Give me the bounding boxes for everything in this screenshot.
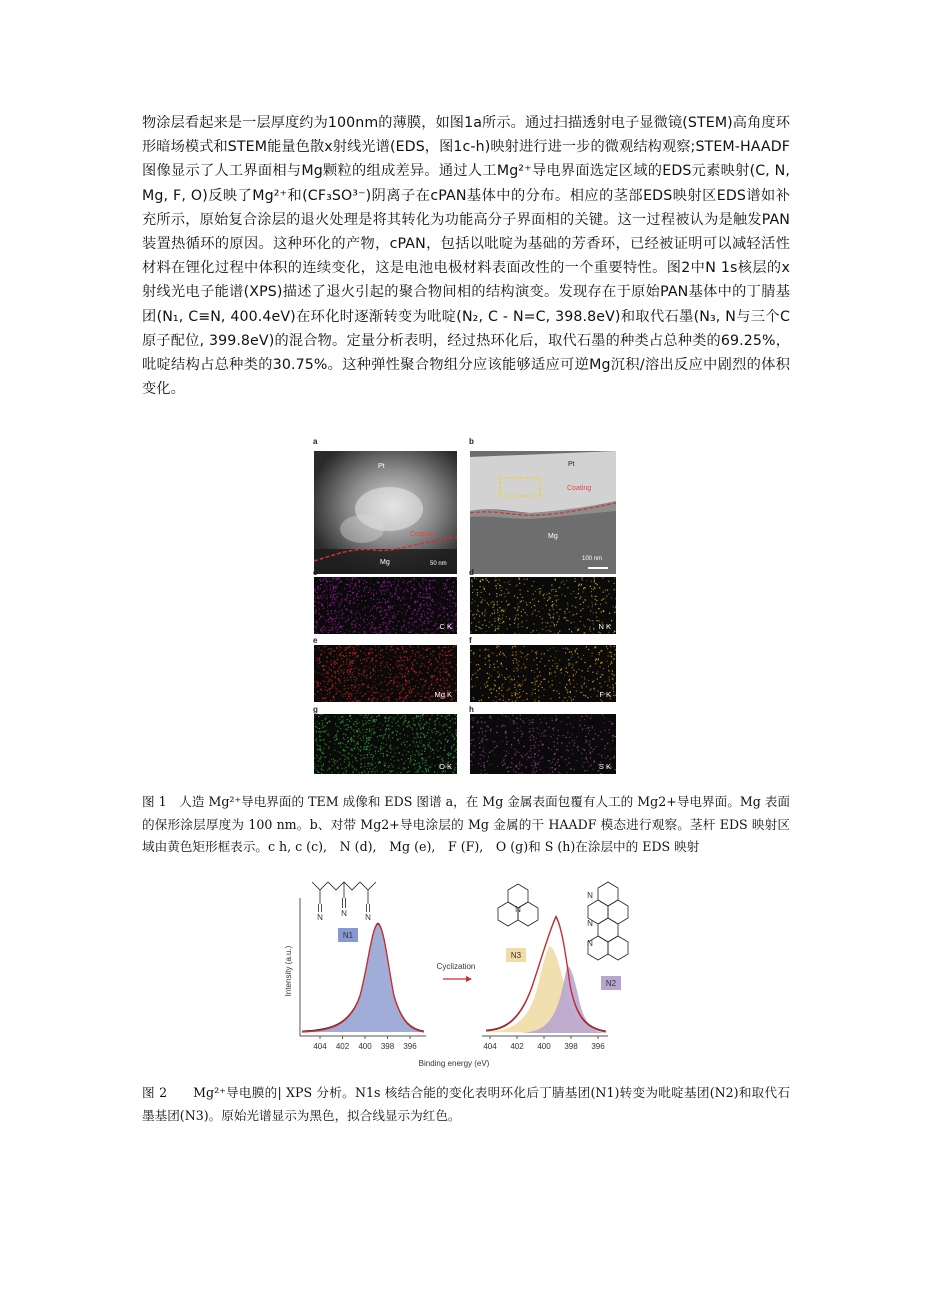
y-axis-label: Intensity (a.u.) (284, 945, 293, 997)
eds-map-c (314, 577, 457, 634)
panel-b-pt-label: Pt (568, 461, 575, 468)
eds-e-element-label: Mg K (434, 690, 452, 699)
nitrile-n-label-2: N (341, 909, 347, 918)
n2-structure (588, 882, 628, 960)
n2-label: N2 (605, 979, 617, 988)
panel-label-c: c (313, 568, 318, 577)
n3-fit-area (486, 946, 606, 1033)
panel-b-mg-label: Mg (548, 533, 558, 540)
tem-panel-b (470, 451, 616, 574)
panel-b-scale-label: 100 nm (582, 556, 603, 562)
body-paragraph (142, 111, 790, 401)
cyclization-label: Cyclization (436, 962, 476, 971)
panel-label-e: e (313, 636, 318, 645)
x-tick-label: 402 (335, 1042, 350, 1051)
eds-map-h (470, 714, 616, 774)
panel-label-f: f (469, 636, 472, 645)
panel-label-b: b (469, 437, 474, 446)
n1-label: N1 (342, 931, 354, 940)
eds-f-element-label: F K (599, 690, 611, 699)
x-tick-label: 398 (380, 1042, 395, 1051)
panel-a-mg-label: Mg (380, 559, 390, 566)
eds-g-element-label: O K (439, 762, 452, 771)
x-tick-label: 400 (358, 1042, 372, 1051)
eds-h-element-label: S K (598, 762, 611, 771)
eds-c-element-label: C K (439, 622, 452, 631)
panel-b-coating-label: Coating (567, 485, 592, 492)
panel-a-scale-label: 50 nm (430, 561, 447, 567)
n3-structure-n-label: N (515, 905, 521, 914)
panel-a-pt-label: Pt (378, 463, 385, 470)
figure-2-caption: 图 2 Mg²⁺导电膜的| XPS 分析。N1s 核结合能的变化表明环化后丁腈基团(N1)转变为吡啶基团(N2)和取代石墨基团(N3)。原始光谱显示为黑色，拟合线显示为红色。 (142, 1085, 790, 1123)
n3-label: N3 (510, 951, 522, 960)
x-ticks-right (483, 1036, 605, 1051)
x-tick-label: 396 (591, 1042, 605, 1051)
x-tick-label: 398 (564, 1042, 578, 1051)
eds-map-g (314, 714, 457, 774)
eds-map-d (470, 577, 616, 634)
n2-structure-n-label-1: N (587, 891, 593, 900)
x-ticks-left (313, 1036, 417, 1051)
figure-2-xps-chart (280, 876, 650, 1076)
panel-label-g: g (313, 705, 318, 714)
cyclization-arrow (437, 962, 476, 982)
panel-a-coating-label: Coating (410, 531, 435, 538)
x-axis-label: Binding energy (eV) (418, 1059, 490, 1068)
n2-structure-n-label-2: N (587, 919, 593, 928)
paragraph-text: 物涂层看起来是一层厚度约为100nm的薄膜，如图1a所示。通过扫描透射电子显微镜(STEM)高角度环形暗场模式和STEM能量色散x射线光谱(EDS，图1c-h)映射进行进一步的微观结构观察;STEM-HAADF图像显示了人工界面相与Mg颗粒的组成差异。通过人工Mg²⁺导电界面选定区域的EDS元素映射(C, N, Mg, F, O)反映了Mg²⁺和(CF₃SO³⁻)阴离子在cPAN基体中的分布。相应的茎部EDS映射区EDS谱如补充所示，原始复合涂层的退火处理是将其转化为功能高分子界面相的关键。这一过程被认为是触发PAN装置热循环的原因。这种环化的产物，cPAN，包括以吡啶为基础的芳香环，已经被证明可以减轻活性材料在锂化过程中体积的连续变化，这是电池电极材料表面改性的一个重要特性。图2中N 1s核层的x射线光电子能谱(XPS)描述了退火引起的聚合物间相的结构演变。发现存在于原始PAN基体中的丁腈基团(N₁, C≡N, 400.4eV)在环化时逐渐转变为吡啶(N₂, C - N=C, 398.8eV)和取代石墨(N₃, N与三个C原子配位, 399.8eV)的混合物。定量分析表明，经过热环化后，取代石墨的种类占总种类的69.25%，吡啶结构占总种类的30.75%。这种弹性聚合物组分应该能够适应可逆Mg沉积/溶出反应中剧烈的体积变化。 (142, 115, 790, 398)
eds-map-e (314, 645, 457, 702)
xps-left-plot (284, 882, 426, 1051)
panel-label-d: d (469, 568, 474, 577)
figure-1 (312, 437, 618, 777)
eds-map-f (470, 645, 616, 702)
x-tick-label: 400 (537, 1042, 551, 1051)
nitrile-n-label-1: N (317, 913, 323, 922)
x-tick-label: 396 (403, 1042, 417, 1051)
n1-fit-area (302, 924, 424, 1032)
xps-right-plot (482, 882, 628, 1051)
eds-d-element-label: N K (598, 622, 611, 631)
nitrile-n-label-3: N (365, 913, 371, 922)
x-tick-label: 402 (510, 1042, 524, 1051)
figure-1-caption: 图 1 人造 Mg²⁺导电界面的 TEM 成像和 EDS 图谱 a，在 Mg 金属表面包覆有人工的 Mg2+导电界面。Mg 表面的保形涂层厚度为 100 nm。b、对带 Mg2+导电涂层的 Mg 金属的干 HAADF 模态进行观察。茎杆 EDS 映射区域由黄色矩形框表示。c h, c (c), N (d), Mg (e), F (F), O (g)和 S (h)在涂层中的 EDS 映射 (142, 794, 790, 854)
x-tick-label: 404 (483, 1042, 497, 1051)
panel-label-h: h (469, 705, 474, 714)
nitrile-structure (312, 882, 376, 912)
tem-panel-a (314, 451, 457, 574)
n2-structure-n-label-3: N (587, 939, 593, 948)
panel-label-a: a (313, 437, 318, 446)
x-tick-label: 404 (313, 1042, 327, 1051)
